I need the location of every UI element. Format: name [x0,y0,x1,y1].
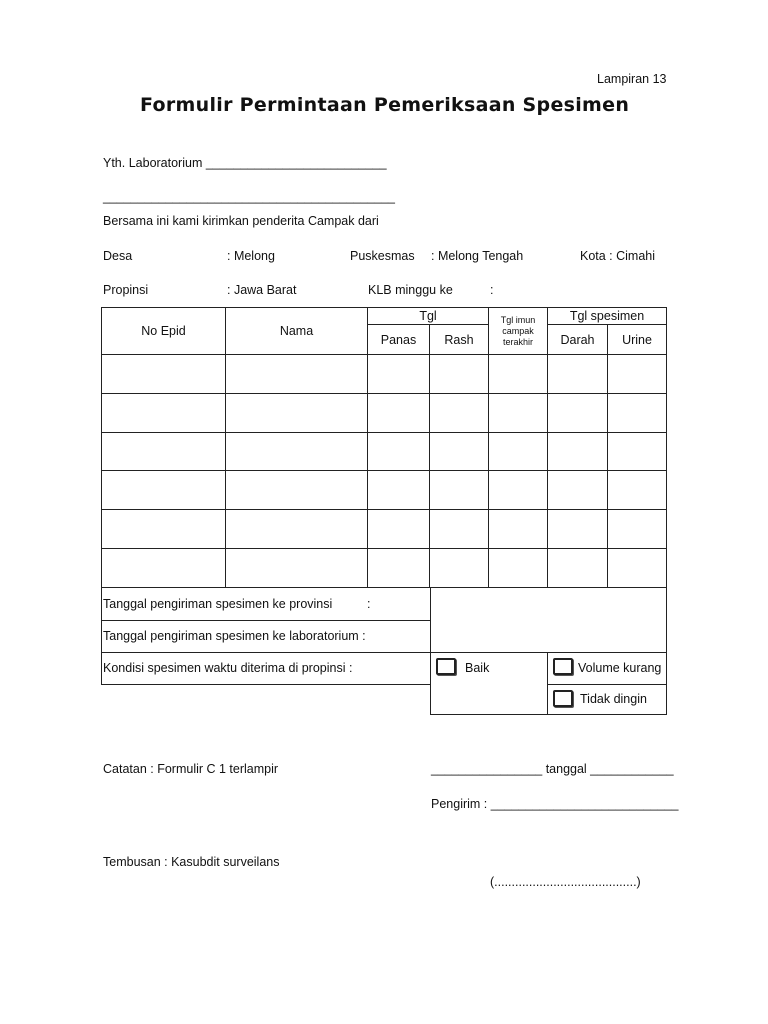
tgl-ke-provinsi-label: Tanggal pengiriman spesimen ke provinsi [103,597,333,611]
tembusan-text: Tembusan : Kasubdit surveilans [103,855,280,869]
table-cell[interactable] [430,510,488,548]
table-cell[interactable] [368,510,429,548]
volume-kurang-label: Volume kurang [578,661,662,675]
table-cell[interactable] [489,549,547,587]
checkbox-icon[interactable] [436,658,456,675]
table-cell[interactable] [548,471,607,509]
klb-value: : [490,283,494,297]
baik-label: Baik [465,661,490,675]
table-cell[interactable] [489,510,547,548]
table-cell[interactable] [226,433,367,470]
table-cell[interactable] [548,433,607,470]
tgl-ke-provinsi-colon: : [367,597,371,611]
table-cell[interactable] [608,394,666,432]
table-cell[interactable] [102,394,225,432]
puskesmas-label: Puskesmas [350,249,415,263]
table-cell[interactable] [368,355,429,393]
tidak-dingin-label: Tidak dingin [580,692,647,706]
table-cell[interactable] [368,394,429,432]
table-cell[interactable] [226,510,367,548]
lampiran-label: Lampiran 13 [597,72,667,86]
table-cell[interactable] [489,394,547,432]
table-cell[interactable] [226,471,367,509]
table-cell[interactable] [608,510,666,548]
table-cell[interactable] [430,433,488,470]
address-line: __________________________________________ [103,190,395,204]
header-rash: Rash [444,332,474,347]
kota-value: Kota : Cimahi [580,249,656,263]
desa-label: Desa [103,249,133,263]
puskesmas-value: : Melong Tengah [431,249,524,263]
desa-value: : Melong [227,249,275,263]
tgl-ke-lab-label: Tanggal pengiriman spesimen ke laboratorium : [103,629,366,643]
header-tgl: Tgl [419,309,437,323]
table-cell[interactable] [489,471,547,509]
table-cell[interactable] [102,355,225,393]
table-cell[interactable] [368,549,429,587]
table-cell[interactable] [102,549,225,587]
header-urine: Urine [622,332,652,347]
table-cell[interactable] [430,355,488,393]
pengirim-line: Pengirim : ___________________________ [431,797,679,811]
header-no-epid: No Epid [141,324,186,338]
table-cell[interactable] [608,549,666,587]
propinsi-label: Propinsi [103,283,149,297]
table-cell[interactable] [608,433,666,470]
signature-line: (.........................................) [490,875,641,889]
table-cell[interactable] [548,549,607,587]
kondisi-label: Kondisi spesimen waktu diterima di propinsi : [103,661,353,675]
table-cell[interactable] [608,471,666,509]
header-panas: Panas [380,332,417,347]
table-cell[interactable] [368,471,429,509]
table-cell[interactable] [226,549,367,587]
header-nama: Nama [279,324,314,338]
table-cell[interactable] [102,433,225,470]
page-title: Formulir Permintaan Pemeriksaan Spesimen [140,94,630,116]
checkbox-icon[interactable] [553,658,573,675]
table-cell[interactable] [489,433,547,470]
table-cell[interactable] [368,433,429,470]
table-cell[interactable] [430,549,488,587]
header-darah: Darah [560,332,595,347]
table-cell[interactable] [430,471,488,509]
yth-laboratorium: Yth. Laboratorium __________________________ [103,156,387,170]
table-cell[interactable] [430,394,488,432]
table-cell[interactable] [548,510,607,548]
table-cell[interactable] [608,355,666,393]
catatan-text: Catatan : Formulir C 1 terlampir [103,762,279,776]
bersama-text: Bersama ini kami kirimkan penderita Campak dari [103,214,379,228]
tanggal-line: ________________ tanggal ____________ [431,762,674,776]
table-cell[interactable] [489,355,547,393]
propinsi-value: : Jawa Barat [227,283,297,297]
table-cell[interactable] [102,510,225,548]
header-tgl-spesimen: Tgl spesimen [569,309,645,323]
checkbox-icon[interactable] [553,690,573,707]
table-cell[interactable] [548,355,607,393]
table-cell[interactable] [102,471,225,509]
header-tgl-imun: Tgl imun campak terakhir [500,314,536,347]
klb-label: KLB minggu ke [368,283,453,297]
table-cell[interactable] [226,355,367,393]
table-cell[interactable] [548,394,607,432]
table-cell[interactable] [226,394,367,432]
